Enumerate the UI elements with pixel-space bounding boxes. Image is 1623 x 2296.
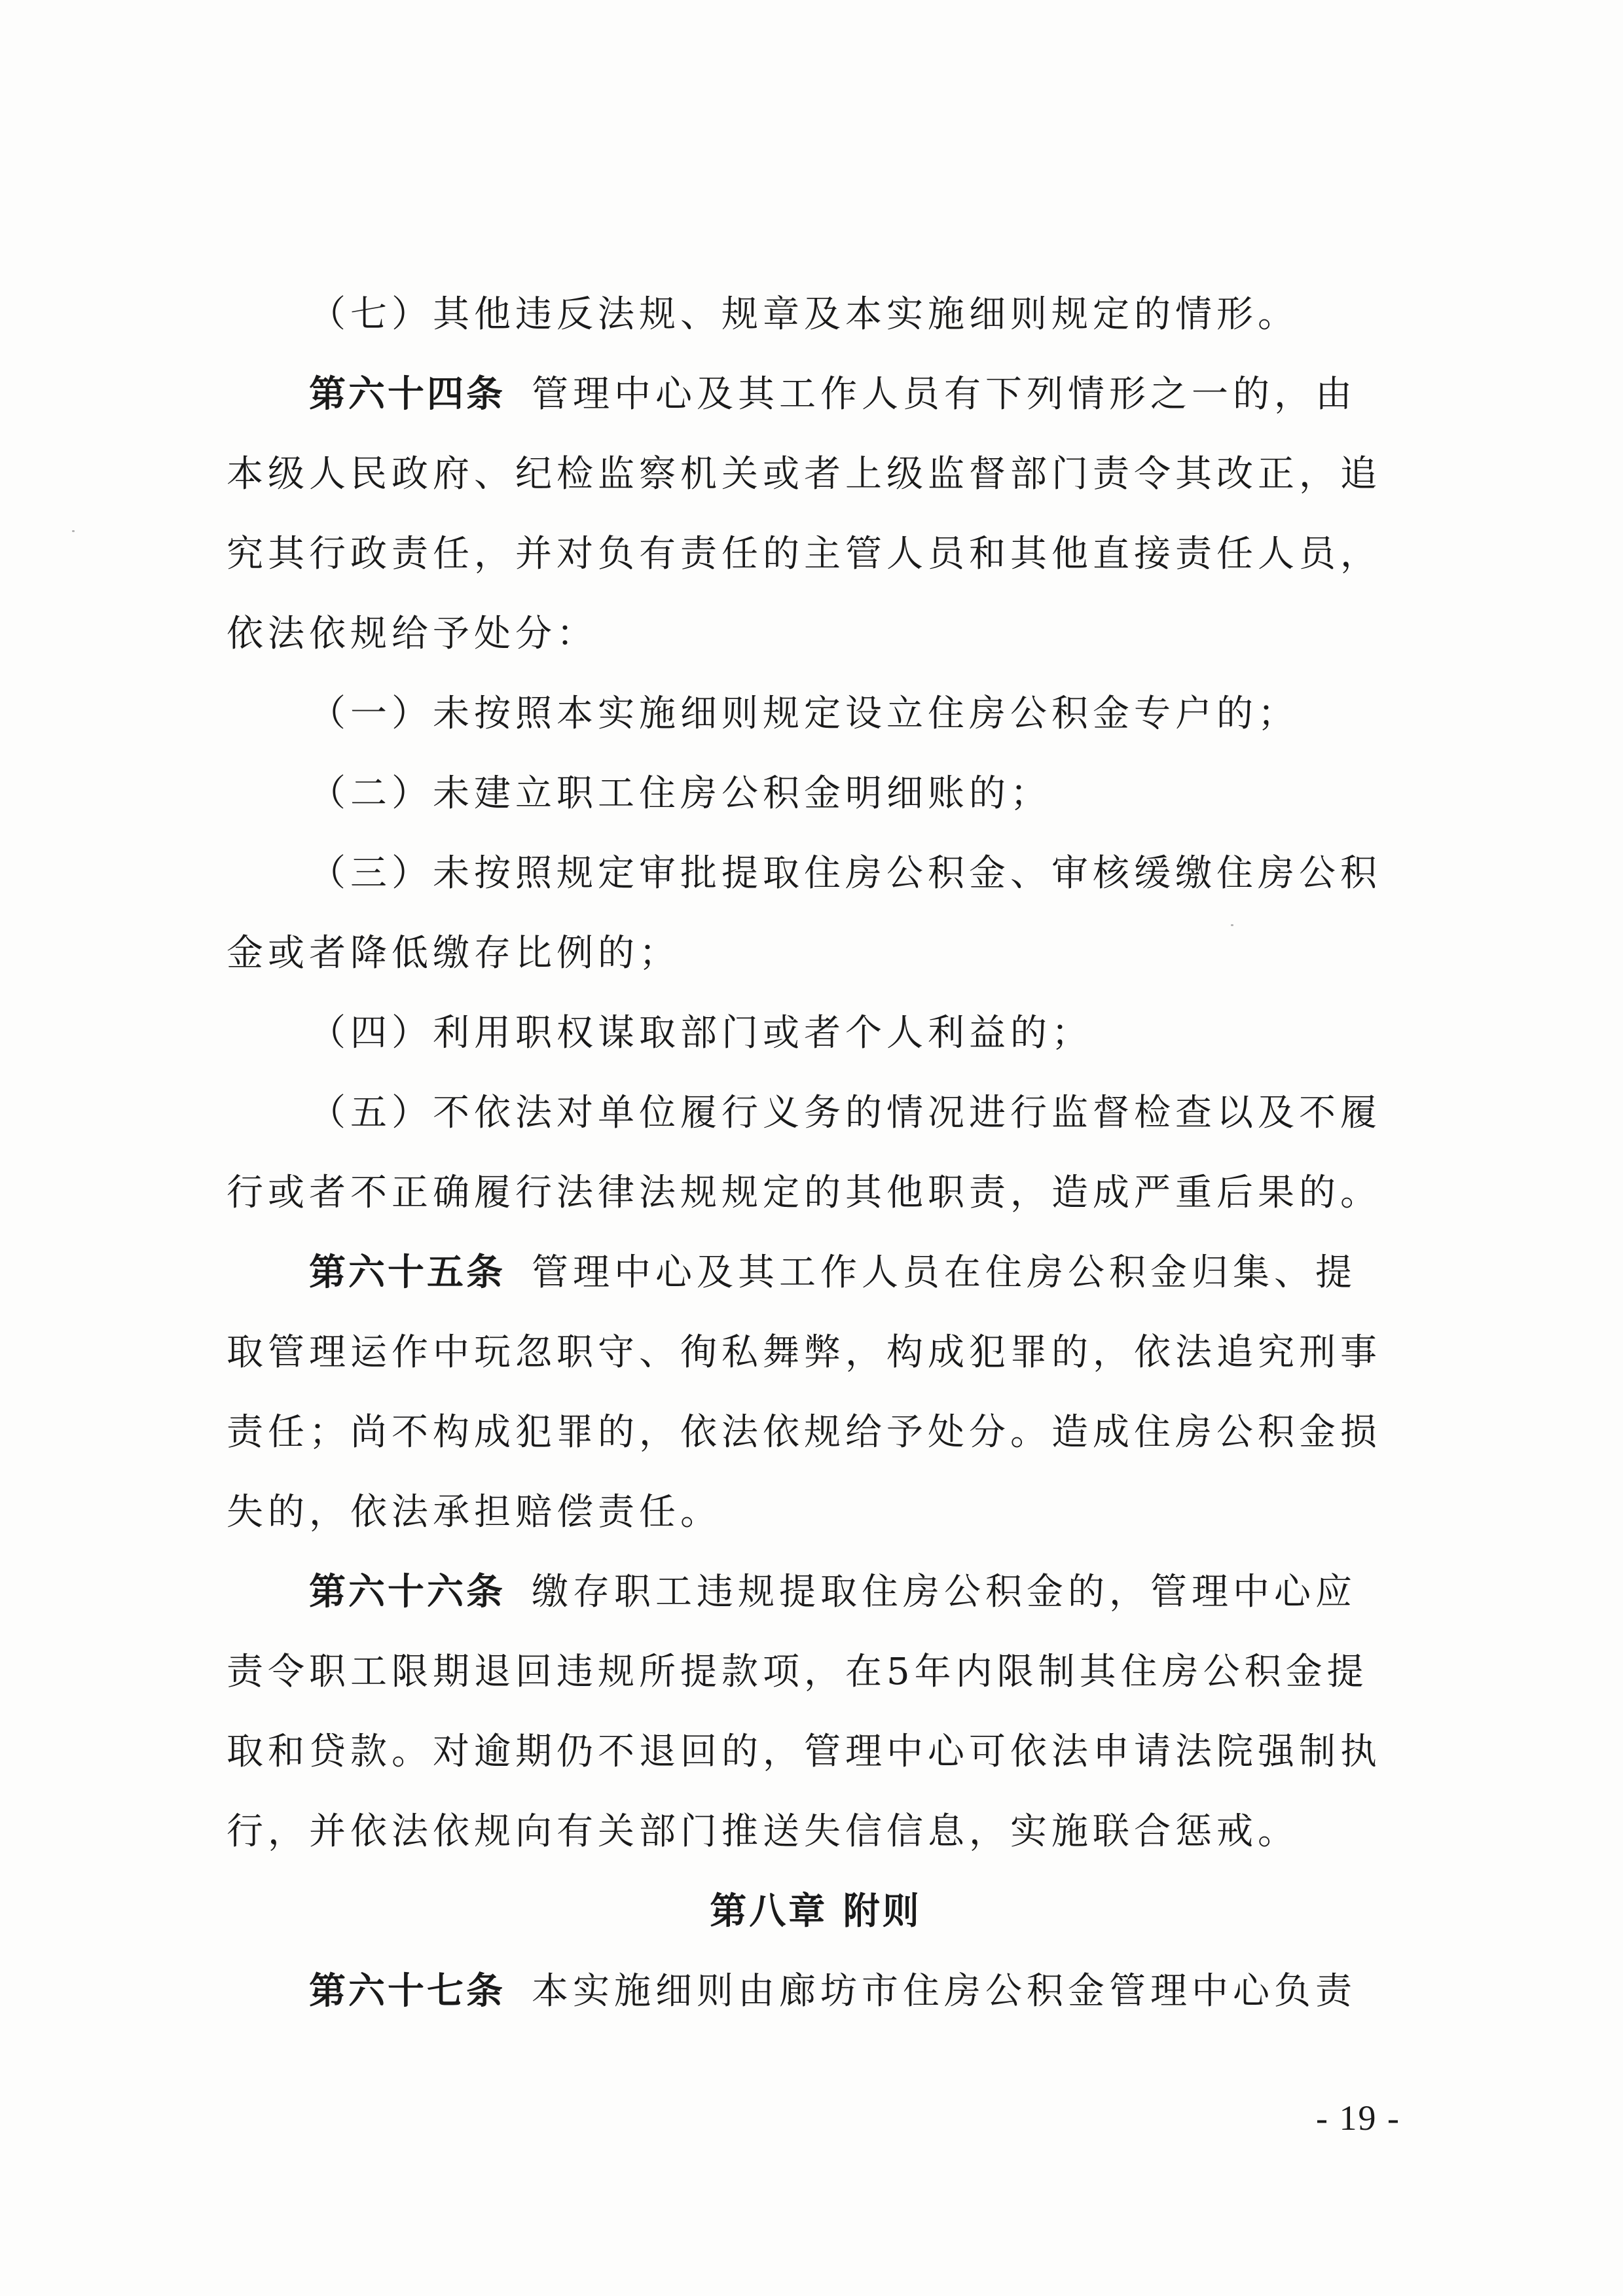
text-line: 管理中心及其工作人员在住房公积金归集、提 (532, 1251, 1357, 1294)
text-line: （二）未建立职工住房公积金明细账的； (309, 772, 1051, 815)
text-line: 本实施细则由廊坊市住房公积金管理中心负责 (532, 1970, 1357, 2013)
text-line: 依法依规给予处分： (227, 613, 598, 655)
text-line: 本级人民政府、纪检监察机关或者上级监督部门责令其改正，追 (227, 453, 1381, 495)
text-line: 究其行政责任，并对负有责任的主管人员和其他直接责任人员， (227, 533, 1381, 575)
text-line: 失的，依法承担赔偿责任。 (227, 1491, 721, 1534)
text-line: （七）其他违反法规、规章及本实施细则规定的情形。 (309, 293, 1299, 336)
text-line: （四）利用职权谋取部门或者个人利益的； (309, 1012, 1093, 1054)
text-line: 取和贷款。对逾期仍不退回的，管理中心可依法申请法院强制执 (227, 1731, 1381, 1773)
text-line: 责令职工限期退回违规所提款项，在5年内限制其住房公积金提 (227, 1651, 1368, 1693)
text-line: 缴存职工违规提取住房公积金的，管理中心应 (532, 1571, 1357, 1613)
article-label: 第六十七条 (309, 1970, 505, 2013)
article-label: 第六十四条 (309, 373, 505, 416)
text-line: 管理中心及其工作人员有下列情形之一的，由 (532, 373, 1357, 416)
article-67-first-line (227, 1952, 1405, 2032)
body-text (227, 275, 1405, 2032)
text-line: 取管理运作中玩忽职守、徇私舞弊，构成犯罪的，依法追究刑事 (227, 1331, 1381, 1374)
text-line: 行或者不正确履行法律法规规定的其他职责，造成严重后果的。 (227, 1172, 1381, 1214)
chapter-heading: 第八章 附则 (710, 1890, 922, 1933)
article-66-first-line (227, 1552, 1405, 1632)
text-line: （三）未按照规定审批提取住房公积金、审核缓缴住房公积 (309, 852, 1381, 895)
text-line: （五）不依法对单位履行义务的情况进行监督检查以及不履 (309, 1092, 1381, 1134)
text-line: （一）未按照本实施细则规定设立住房公积金专户的； (309, 692, 1299, 735)
page-number: - 19 - (1316, 2098, 1400, 2138)
text-line: 金或者降低缴存比例的； (227, 932, 680, 975)
scan-speck (1231, 924, 1233, 926)
article-label: 第六十六条 (309, 1571, 505, 1613)
article-label: 第六十五条 (309, 1251, 505, 1294)
article-64-first-line (227, 355, 1405, 435)
scan-speck (72, 530, 75, 532)
text-line: 责任；尚不构成犯罪的，依法依规给予处分。造成住房公积金损 (227, 1411, 1381, 1454)
article-65-first-line (227, 1233, 1405, 1313)
text-line: 行，并依法依规向有关部门推送失信信息，实施联合惩戒。 (227, 1810, 1299, 1853)
